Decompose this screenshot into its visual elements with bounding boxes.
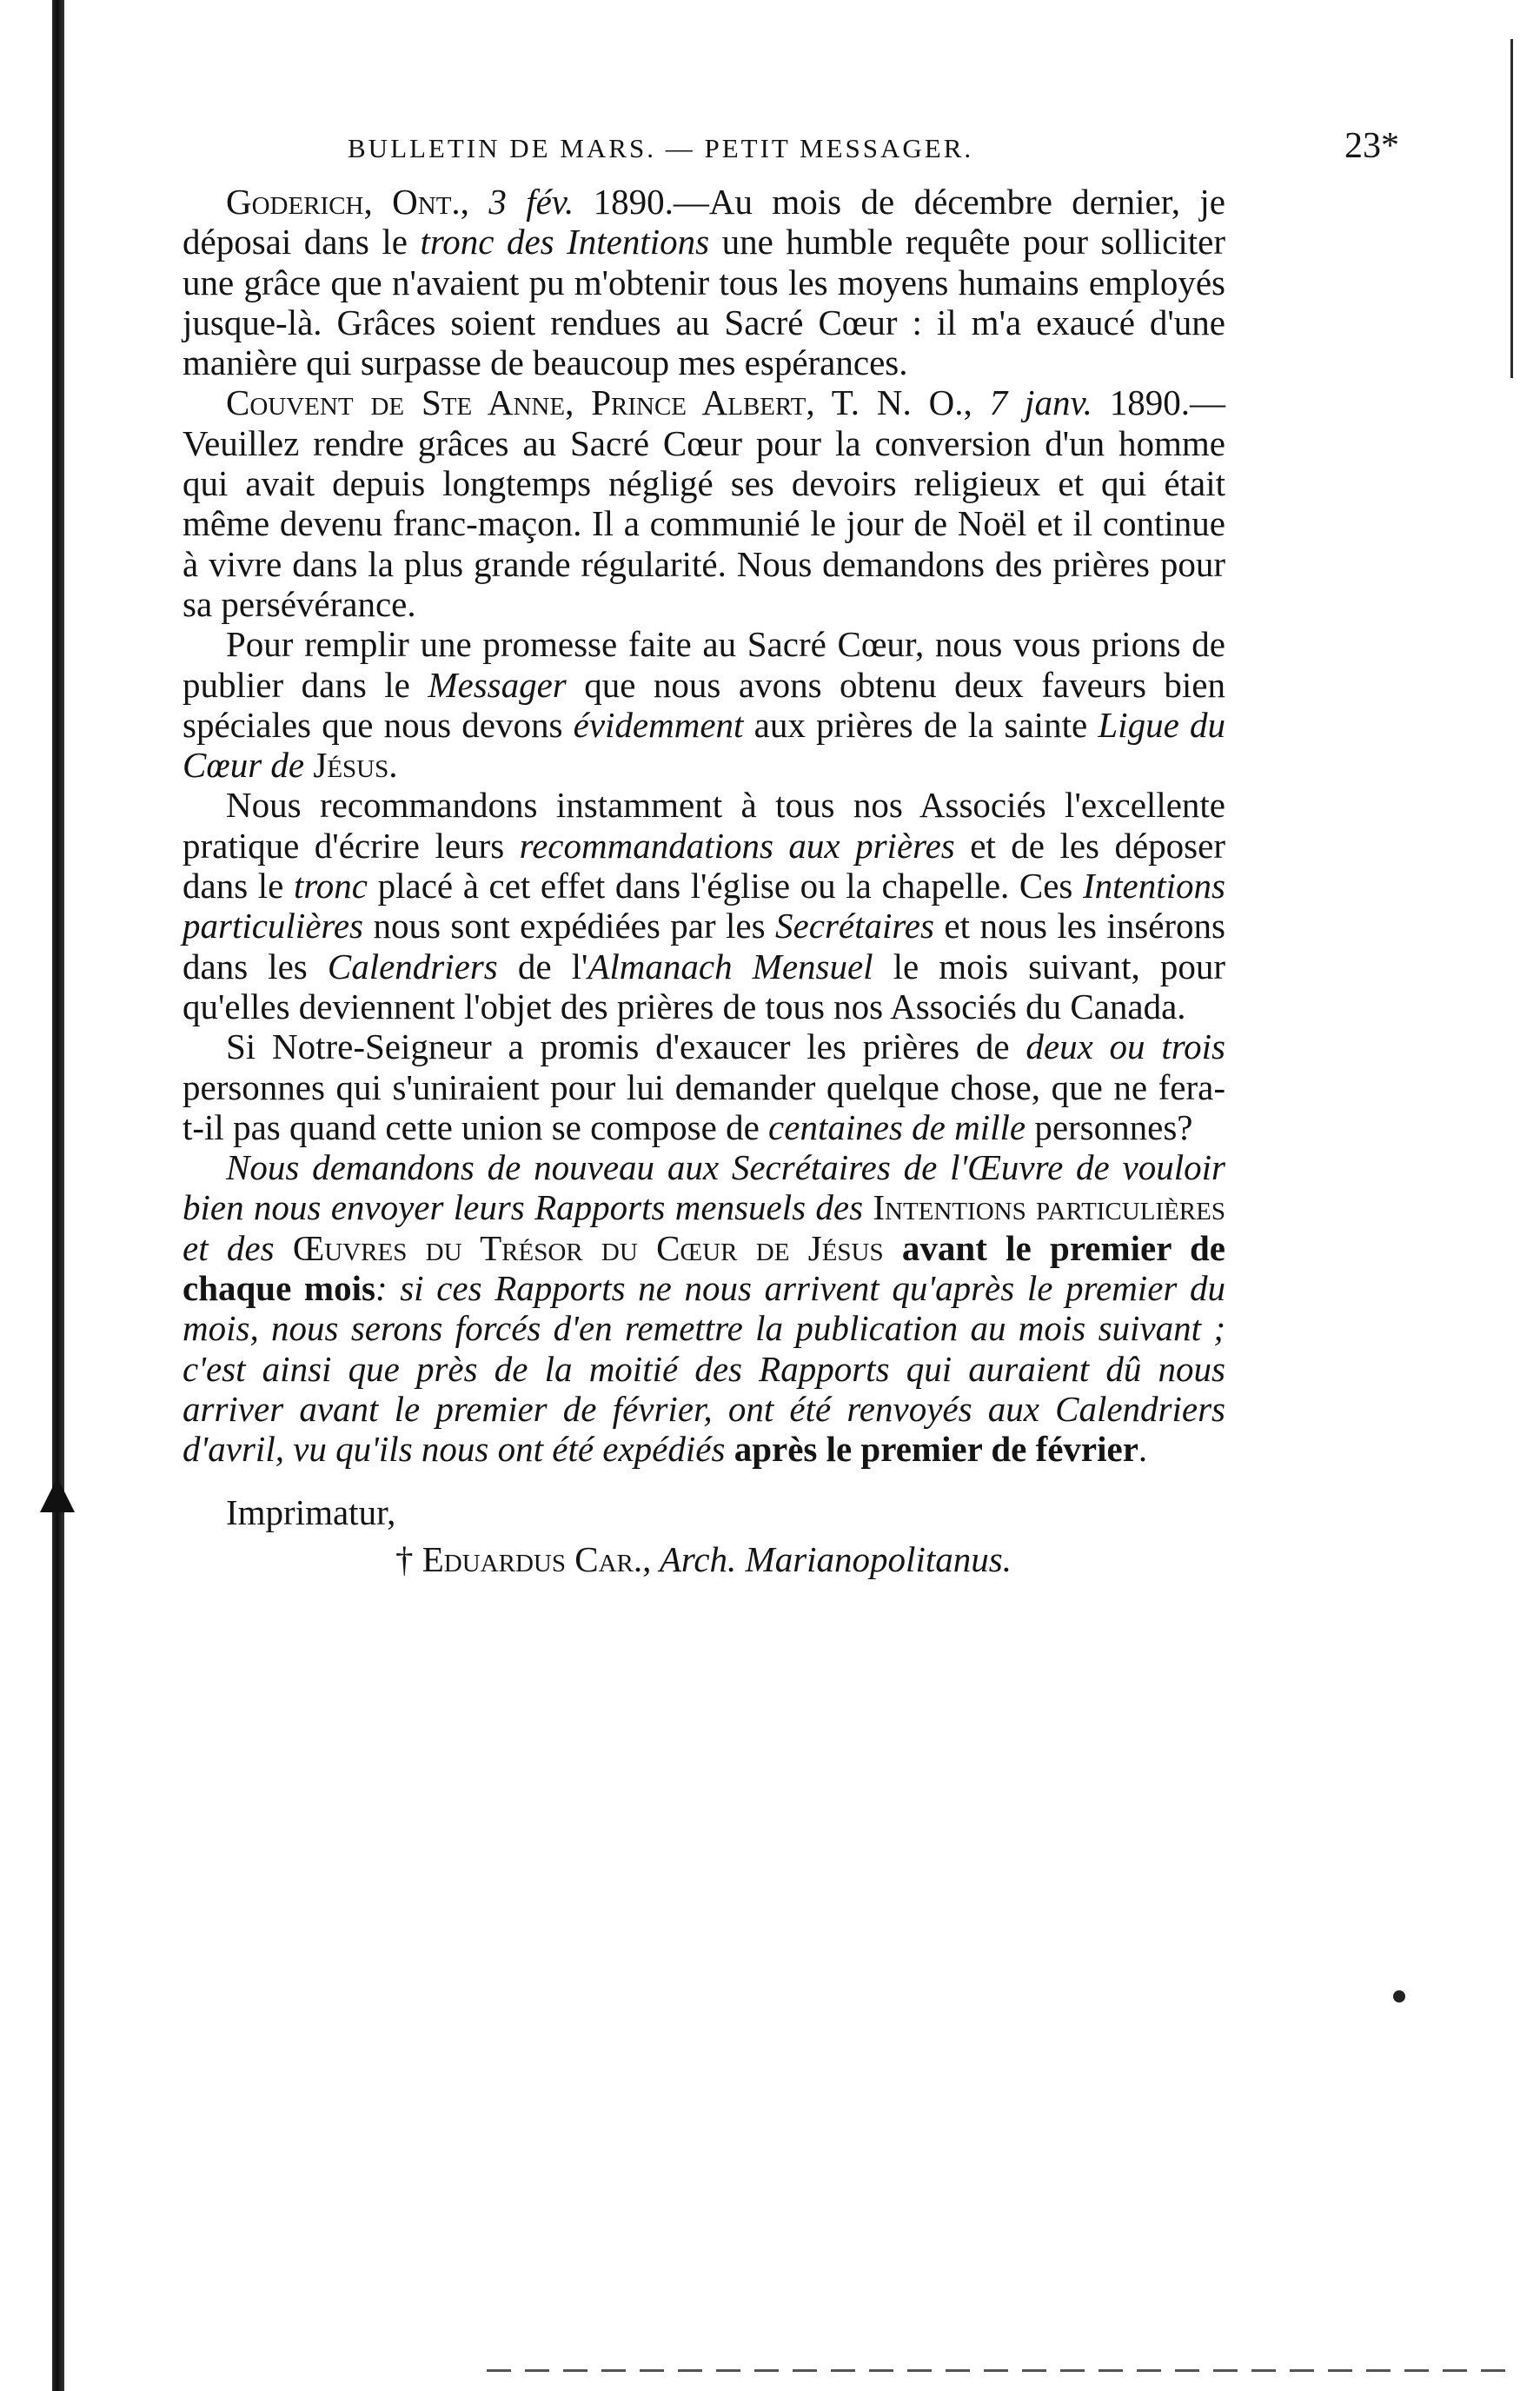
place-couvent: Couvent de Ste Anne, Prince Albert, T. N. O., <box>226 382 990 423</box>
text-run <box>304 745 313 785</box>
date-goderich: 3 fév. <box>488 182 574 222</box>
imprimatur: Imprimatur, <box>226 1491 396 1532</box>
scan-footer-line <box>487 2369 1512 2372</box>
scan-left-edge <box>52 0 64 2391</box>
text-run: 1890.—Veuillez rendre grâces au Sacré Cœur pour la conversion d'un homme qui avait depuis longtemps négligé ses devoirs religieux et qui était même devenu franc-maçon. Il a communié le jour de Noël et il continue à vivre dans la plus grande régularité. Nous demandons des prières pour sa persévérance. <box>183 382 1226 624</box>
italic-run: : si ces Rapports ne nous arrivent qu'après le premier du mois, nous serons forcés d'en remettre la publication au mois suivant ; c'est ainsi que près de la moitié des Rapports qui auraient dû nous arriver avant le premier de février, ont été renvoyés aux Calendriers d'avril, vu qu'ils nous ont été expédiés <box>183 1268 1225 1470</box>
italic-run: tronc des Intentions <box>420 222 710 262</box>
text-run: . <box>1138 1429 1148 1470</box>
text-run: que nous avons obtenu deux faveurs bien spéciales que nous devons <box>183 664 1225 745</box>
text-run <box>884 1228 902 1268</box>
italic-run: Nous demandons de nouveau aux Secrétaires de l'Œuvre de vouloir bien nous envoyer leurs Rapports mensuels des <box>183 1147 1225 1228</box>
paragraph-notre-seigneur <box>183 1026 1225 1147</box>
italic-run: Intentions particulières <box>183 866 1225 946</box>
italic-run: Almanach Mensuel <box>587 946 873 986</box>
page-number: 23* <box>1344 126 1399 166</box>
bold-run: avant le premier de chaque mois <box>183 1227 1225 1309</box>
text-run: placé à cet effet dans l'église ou la chapelle. Ces <box>368 866 1084 907</box>
scan-ink-dot <box>1393 1990 1405 2002</box>
signature-cross: † <box>395 1538 422 1579</box>
text-run: le mois suivant, pour qu'elles deviennent l'objet des prières de tous nos Associés du Canada. <box>183 946 1226 1026</box>
italic-run: Calendriers <box>327 946 498 986</box>
italic-run: centaines de mille <box>768 1106 1026 1147</box>
text-run: Si Notre-Seigneur a promis d'exaucer les prières de <box>226 1026 1026 1067</box>
page <box>183 126 1399 1583</box>
text-run: personnes? <box>1026 1106 1193 1147</box>
paragraph-rapports <box>183 1147 1225 1469</box>
italic-run: tronc <box>293 866 368 907</box>
running-head-title: BULLETIN DE MARS. — PETIT MESSAGER. <box>348 133 974 163</box>
text-run: aux prières de la sainte <box>743 704 1099 745</box>
italic-run: Secrétaires <box>775 906 934 946</box>
text-run: Pour remplir une promesse faite au Sacré Cœur, nous vous prions de publier dans le <box>183 624 1225 705</box>
text-run: Nous recommandons instamment à tous nos Associés l'excellente pratique d'écrire leurs <box>183 785 1225 866</box>
text-run: 1890.—Au mois de décembre dernier, je déposai dans le <box>183 182 1225 262</box>
text-run: personnes qui s'uniraient pour lui demander quelque chose, que ne fera-t-il pas quand cette union se compose de <box>183 1066 1225 1147</box>
text-run: nous sont expédiées par les <box>363 906 776 946</box>
running-head <box>348 126 1399 166</box>
body-text <box>183 182 1225 1470</box>
text-run: une humble requête pour solliciter une grâce que n'avaient pu m'obtenir tous les moyens humains employés jusque-là. Grâces soient rendues au Sacré Cœur : il m'a exaucé d'une manière qui surpasse de beaucoup mes espérances. <box>183 222 1225 383</box>
smallcaps-run: Jésus <box>313 745 389 786</box>
text-run: de l' <box>497 946 588 986</box>
paragraph-goderich <box>183 182 1225 382</box>
italic-run: Messager <box>428 664 567 705</box>
bold-run: après le premier de février <box>733 1429 1138 1470</box>
signature-title: Arch. Marianopolitanus. <box>651 1538 1012 1579</box>
signature-name: Eduardus Car., <box>422 1538 652 1579</box>
scan-right-edge <box>1510 39 1513 378</box>
italic-run: évidemment <box>573 704 744 745</box>
scan-edge-notch <box>40 1478 75 1512</box>
closing <box>183 1489 1225 1583</box>
italic-run: et des <box>183 1227 293 1268</box>
signature <box>395 1536 1225 1583</box>
smallcaps-run: Intentions particulières <box>873 1187 1225 1228</box>
paragraph-recommandations <box>183 785 1225 1026</box>
text-run: et de les déposer dans le <box>183 825 1225 907</box>
place-goderich: Goderich, Ont., <box>226 182 489 222</box>
italic-run: recommandations aux prières <box>519 825 955 866</box>
paragraph-promesse <box>183 624 1225 785</box>
smallcaps-run: Œuvres du Trésor du Cœur de Jésus <box>292 1227 884 1268</box>
paragraph-couvent <box>183 382 1225 624</box>
italic-run: Ligue du Cœur de <box>183 704 1225 786</box>
text-run: . <box>388 745 398 786</box>
text-run: et nous les insérons dans les <box>183 906 1225 986</box>
italic-run: deux ou trois <box>1026 1026 1225 1067</box>
date-couvent: 7 janv. <box>989 382 1092 423</box>
